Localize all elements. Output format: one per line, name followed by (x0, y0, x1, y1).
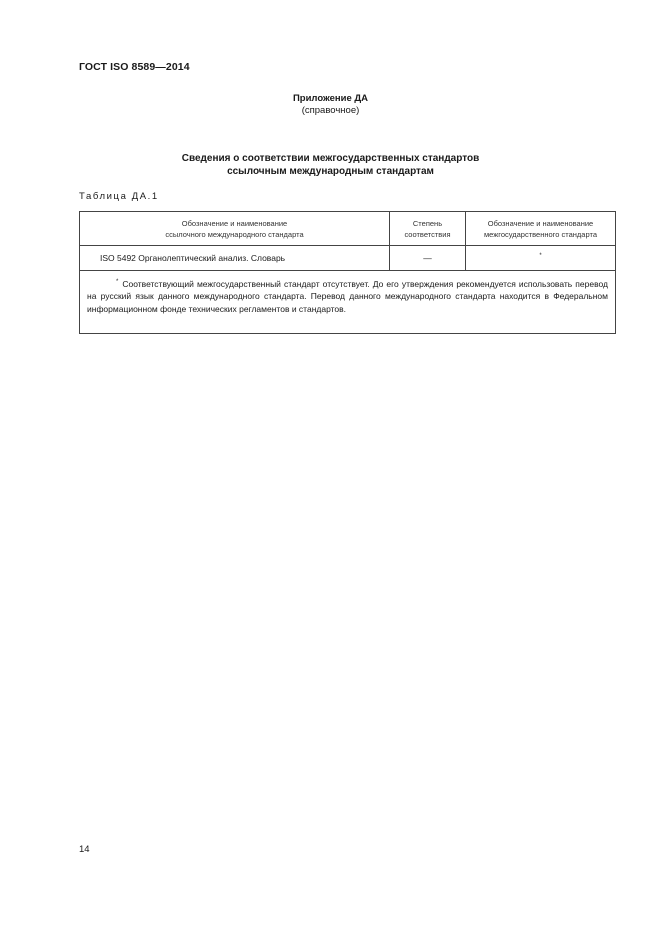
annex-heading (0, 93, 661, 117)
column-header-reference (80, 212, 390, 246)
table-note-row (80, 271, 616, 334)
page-number: 14 (79, 844, 90, 855)
annex-subtitle: (справочное) (301, 105, 360, 116)
column-header-line: Обозначение и наименование (181, 218, 288, 228)
table-header-row (80, 212, 616, 246)
note-marker: * (116, 279, 119, 285)
cell-degree: — (390, 246, 466, 271)
table-note (80, 271, 616, 334)
cell-reference-standard: ISO 5492 Органолептический анализ. Словарь (80, 246, 390, 271)
document-code: ГОСТ ISO 8589—2014 (79, 61, 190, 73)
column-header-line: ссылочного международного стандарта (165, 229, 304, 239)
footnote-marker: * (539, 253, 542, 260)
column-header-line: соответствия (404, 229, 451, 239)
section-title-line-2: ссылочным международным стандартам (227, 166, 434, 177)
correspondence-table (79, 211, 616, 334)
annex-title: Приложение ДА (292, 93, 369, 104)
column-header-line: межгосударственного стандарта (484, 229, 597, 239)
section-title (0, 152, 661, 178)
table-row (80, 246, 616, 271)
column-header-national (466, 212, 616, 246)
note-text: Соответствующий межгосударственный стандарт отсутствует. До его утверждения рекомендуется использовать перевод на русский язык данного международного стандарта. Перевод данного международного стандарта находится в Федеральном информационном фонде технических регламентов и стандартов. (87, 278, 608, 314)
column-header-degree (390, 212, 466, 246)
column-header-line: Обозначение и наименование (487, 218, 594, 228)
section-title-line-1: Сведения о соответствии межгосударственных стандартов (181, 153, 480, 164)
column-header-line: Степень (412, 218, 443, 228)
table-label: Таблица ДА.1 (79, 191, 159, 202)
cell-national-standard (466, 246, 616, 271)
